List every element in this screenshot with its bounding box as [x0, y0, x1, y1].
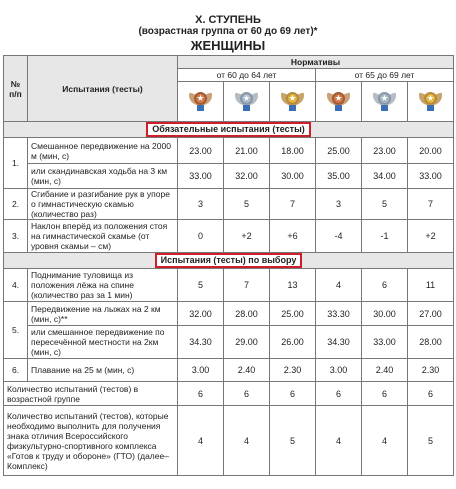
norm-value: 4 — [224, 406, 270, 476]
age-group-subtitle: (возрастная группа от 60 до 69 лет)* — [138, 26, 318, 37]
test-label: Плавание на 25 м (мин, с) — [28, 359, 178, 382]
test-label: Количество испытаний (тестов), которые необходимо выполнить для получения знака отличия Всероссийского физкультурно-спортивного комплекса «Готов к труду и обороне» (ГТО) (далее–Комплекс) — [4, 406, 178, 476]
test-label: или скандинавская ходьба на 3 км (мин, с) — [28, 164, 178, 189]
norm-value: 13 — [270, 269, 316, 302]
norm-value: -4 — [316, 220, 362, 253]
norm-value: 7 — [408, 189, 454, 220]
norm-value: 30.00 — [362, 302, 408, 326]
section-optional-label: Испытания (тесты) по выбору — [155, 253, 303, 268]
silver-badge-icon — [224, 82, 270, 122]
page-header — [0, 14, 456, 53]
norm-value: 34.30 — [178, 326, 224, 359]
bronze-badge-icon — [316, 82, 362, 122]
norm-value: 23.00 — [178, 138, 224, 164]
table-row — [4, 189, 454, 220]
norms-table — [3, 55, 454, 476]
silver-badge-icon — [362, 82, 408, 122]
norm-value: 3 — [316, 189, 362, 220]
table-row — [4, 269, 454, 302]
norm-value: 34.30 — [316, 326, 362, 359]
norm-value: 0 — [178, 220, 224, 253]
norm-value: 29.00 — [224, 326, 270, 359]
norm-value: 25.00 — [316, 138, 362, 164]
row-number: 4. — [4, 269, 28, 302]
norm-value: 2.30 — [270, 359, 316, 382]
norm-value: 25.00 — [270, 302, 316, 326]
norm-value: 34.00 — [362, 164, 408, 189]
norm-value: 2.30 — [408, 359, 454, 382]
norm-value: 3.00 — [316, 359, 362, 382]
section-mandatory-label: Обязательные испытания (тесты) — [146, 122, 311, 137]
gold-badge-icon — [270, 82, 316, 122]
norm-value: 30.00 — [270, 164, 316, 189]
bronze-badge-icon — [178, 82, 224, 122]
table-row — [4, 359, 454, 382]
age-group-1-header: от 60 до 64 лет — [178, 69, 316, 82]
norm-value: 6 — [316, 382, 362, 406]
norm-value: 4 — [316, 269, 362, 302]
stage-title: X. СТУПЕНЬ — [195, 14, 261, 26]
norm-value: +6 — [270, 220, 316, 253]
norm-value: 32.00 — [178, 302, 224, 326]
norm-value: 27.00 — [408, 302, 454, 326]
table-row — [4, 164, 454, 189]
norm-value: 6 — [224, 382, 270, 406]
test-label: Смешанное передвижение на 2000 м (мин, с) — [28, 138, 178, 164]
norm-value: 6 — [408, 382, 454, 406]
norm-value: 5 — [178, 269, 224, 302]
age-group-2-header: от 65 до 69 лет — [316, 69, 454, 82]
norm-value: 4 — [178, 406, 224, 476]
section-mandatory-row — [4, 122, 454, 138]
table-row — [4, 406, 454, 476]
norm-value: 5 — [270, 406, 316, 476]
norm-value: 5 — [224, 189, 270, 220]
norm-value: 6 — [270, 382, 316, 406]
col-num-header: № п/п — [4, 56, 28, 122]
norm-value: 21.00 — [224, 138, 270, 164]
norm-value: 33.00 — [178, 164, 224, 189]
norm-value: +2 — [224, 220, 270, 253]
test-label: Поднимание туловища из положения лёжа на спине (количество раз за 1 мин) — [28, 269, 178, 302]
section-optional-row — [4, 253, 454, 269]
norm-value: 6 — [362, 382, 408, 406]
norm-value: 5 — [362, 189, 408, 220]
norm-value: 5 — [408, 406, 454, 476]
norm-value: 20.00 — [408, 138, 454, 164]
norm-value: +2 — [408, 220, 454, 253]
norm-value: 26.00 — [270, 326, 316, 359]
norm-value: 6 — [178, 382, 224, 406]
table-row — [4, 382, 454, 406]
norm-value: 33.00 — [362, 326, 408, 359]
table-row — [4, 220, 454, 253]
norm-value: 11 — [408, 269, 454, 302]
table-row — [4, 302, 454, 326]
norm-value: 6 — [362, 269, 408, 302]
gold-badge-icon — [408, 82, 454, 122]
norm-value: 2.40 — [224, 359, 270, 382]
norm-value: 18.00 — [270, 138, 316, 164]
col-norms-header: Нормативы — [178, 56, 454, 69]
test-label: Количество испытаний (тестов) в возрастной группе — [4, 382, 178, 406]
row-number: 3. — [4, 220, 28, 253]
row-number: 2. — [4, 189, 28, 220]
row-number: 5. — [4, 302, 28, 359]
norm-value: 32.00 — [224, 164, 270, 189]
norm-value: 23.00 — [362, 138, 408, 164]
norm-value: -1 — [362, 220, 408, 253]
test-label: или смешанное передвижение по пересечённой местности на 2км (мин, с) — [28, 326, 178, 359]
norm-value: 2.40 — [362, 359, 408, 382]
row-number: 1. — [4, 138, 28, 189]
norm-value: 35.00 — [316, 164, 362, 189]
norm-value: 28.00 — [408, 326, 454, 359]
norm-value: 7 — [224, 269, 270, 302]
norm-value: 33.00 — [408, 164, 454, 189]
norm-value: 3 — [178, 189, 224, 220]
norm-value: 28.00 — [224, 302, 270, 326]
test-label: Сгибание и разгибание рук в упоре о гимнастическую скамью (количество раз) — [28, 189, 178, 220]
test-label: Передвижение на лыжах на 2 км (мин, с)** — [28, 302, 178, 326]
table-row — [4, 138, 454, 164]
test-label: Наклон вперёд из положения стоя на гимнастической скамье (от уровня скамьи – см) — [28, 220, 178, 253]
norm-value: 3.00 — [178, 359, 224, 382]
norm-value: 4 — [362, 406, 408, 476]
gender-title: ЖЕНЩИНЫ — [190, 38, 266, 53]
norm-value: 33.30 — [316, 302, 362, 326]
col-tests-header: Испытания (тесты) — [28, 56, 178, 122]
row-number: 6. — [4, 359, 28, 382]
table-row — [4, 326, 454, 359]
norm-value: 4 — [316, 406, 362, 476]
norm-value: 7 — [270, 189, 316, 220]
